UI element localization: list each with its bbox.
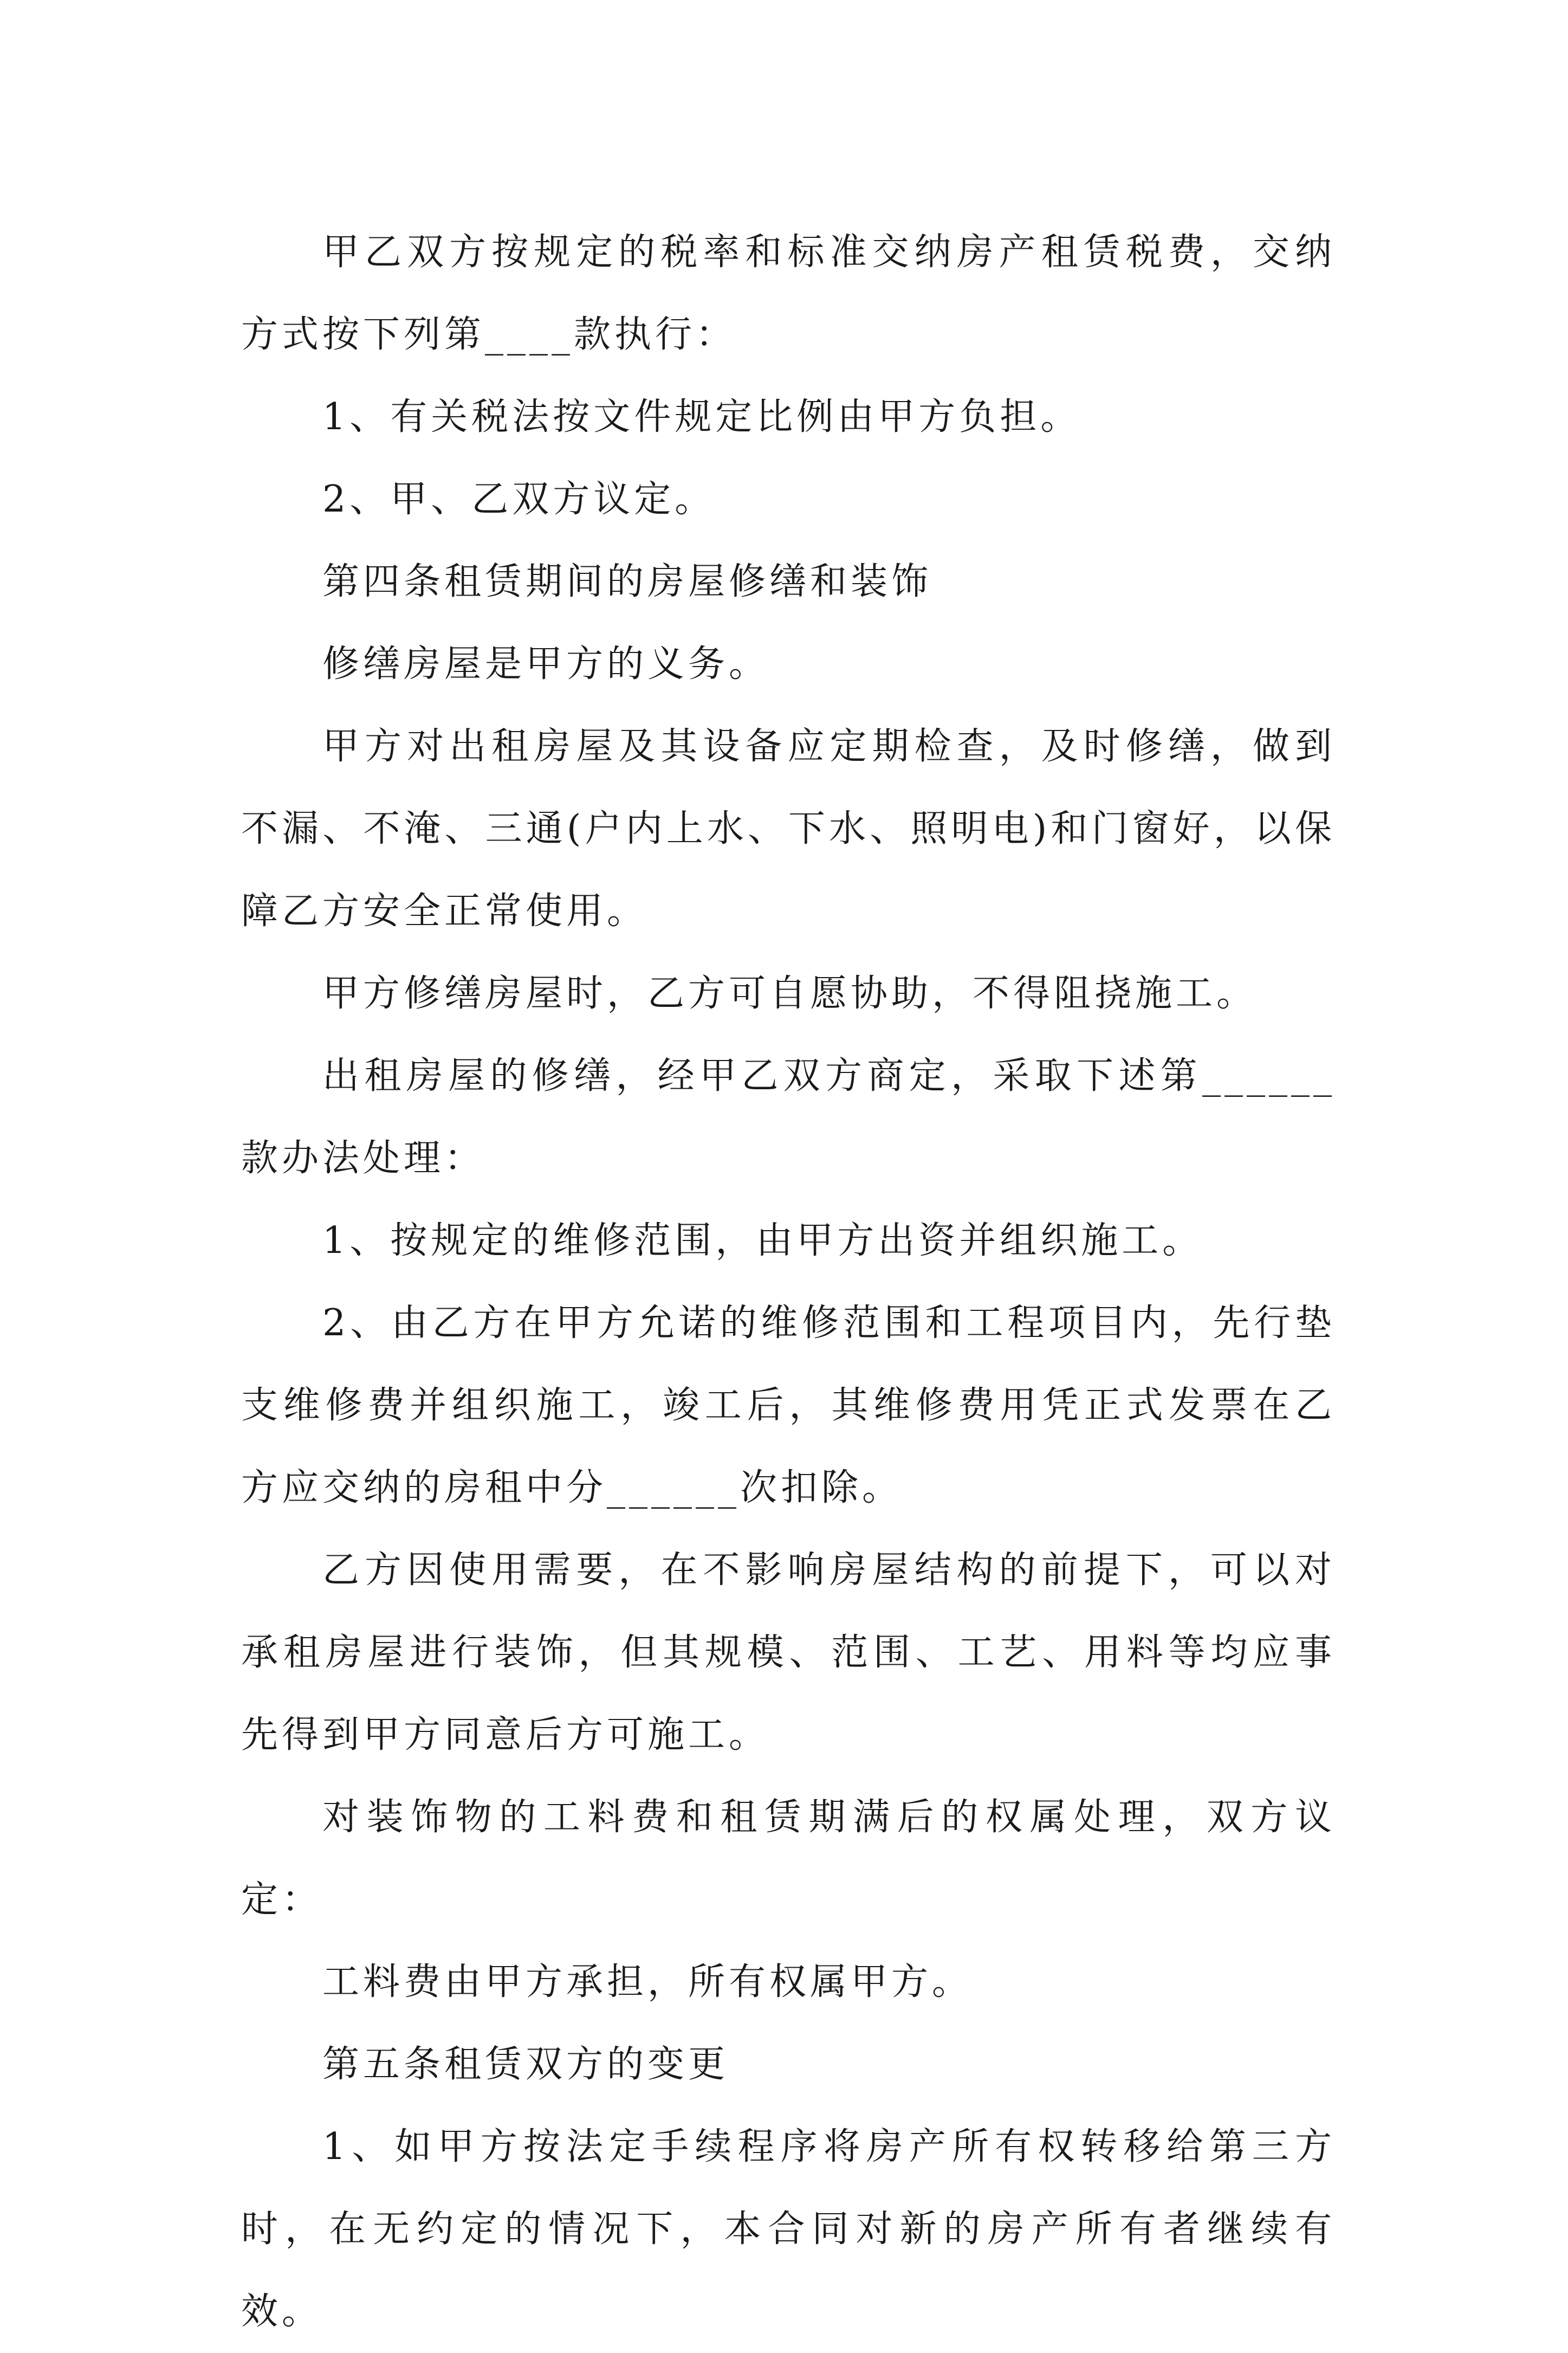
paragraph-material-cost: 工料费由甲方承担，所有权属甲方。 bbox=[322, 1961, 973, 2003]
article-5-heading: 第五条租赁双方的变更 bbox=[322, 2043, 729, 2086]
paragraph-repair-method: 出租房屋的修缮，经甲乙双方商定，采取下述第______款办法处理： bbox=[241, 1055, 1336, 1180]
paragraph-inspection: 甲方对出租房屋及其设备应定期检查，及时修缮，做到不漏、不淹、三通(户内上水、下水、照明电)和门窗好，以保障乙方安全正常使用。 bbox=[241, 725, 1336, 933]
paragraph-tax-option-1: 1、有关税法按文件规定比例由甲方负担。 bbox=[322, 396, 1081, 438]
paragraph-repair-option-2: 2、由乙方在甲方允诺的维修范围和工程项目内，先行垫支维修费并组织施工，竣工后，其维修费用凭正式发票在乙方应交纳的房租中分______次扣除。 bbox=[241, 1302, 1336, 1509]
paragraph-tax-payment: 甲乙双方按规定的税率和标准交纳房产租赁税费，交纳方式按下列第____款执行： bbox=[241, 231, 1336, 356]
paragraph-decoration-ownership: 对装饰物的工料费和租赁期满后的权属处理，双方议定： bbox=[241, 1796, 1336, 1921]
paragraph-repair-option-1: 1、按规定的维修范围，由甲方出资并组织施工。 bbox=[322, 1219, 1203, 1262]
paragraph-tenant-assist: 甲方修缮房屋时，乙方可自愿协助，不得阻挠施工。 bbox=[322, 972, 1258, 1015]
paragraph-decoration: 乙方因使用需要，在不影响房屋结构的前提下，可以对承租房屋进行装饰，但其规模、范围、工艺、用料等均应事先得到甲方同意后方可施工。 bbox=[241, 1549, 1336, 1756]
paragraph-tax-option-2: 2、甲、乙双方议定。 bbox=[322, 478, 716, 521]
paragraph-repair-duty: 修缮房屋是甲方的义务。 bbox=[322, 643, 770, 686]
document-body bbox=[241, 211, 1336, 2353]
paragraph-ownership-transfer: 1、如甲方按法定手续程序将房产所有权转移给第三方时，在无约定的情况下，本合同对新的房产所有者继续有效。 bbox=[241, 2125, 1336, 2333]
article-4-heading: 第四条租赁期间的房屋修缮和装饰 bbox=[322, 560, 932, 603]
